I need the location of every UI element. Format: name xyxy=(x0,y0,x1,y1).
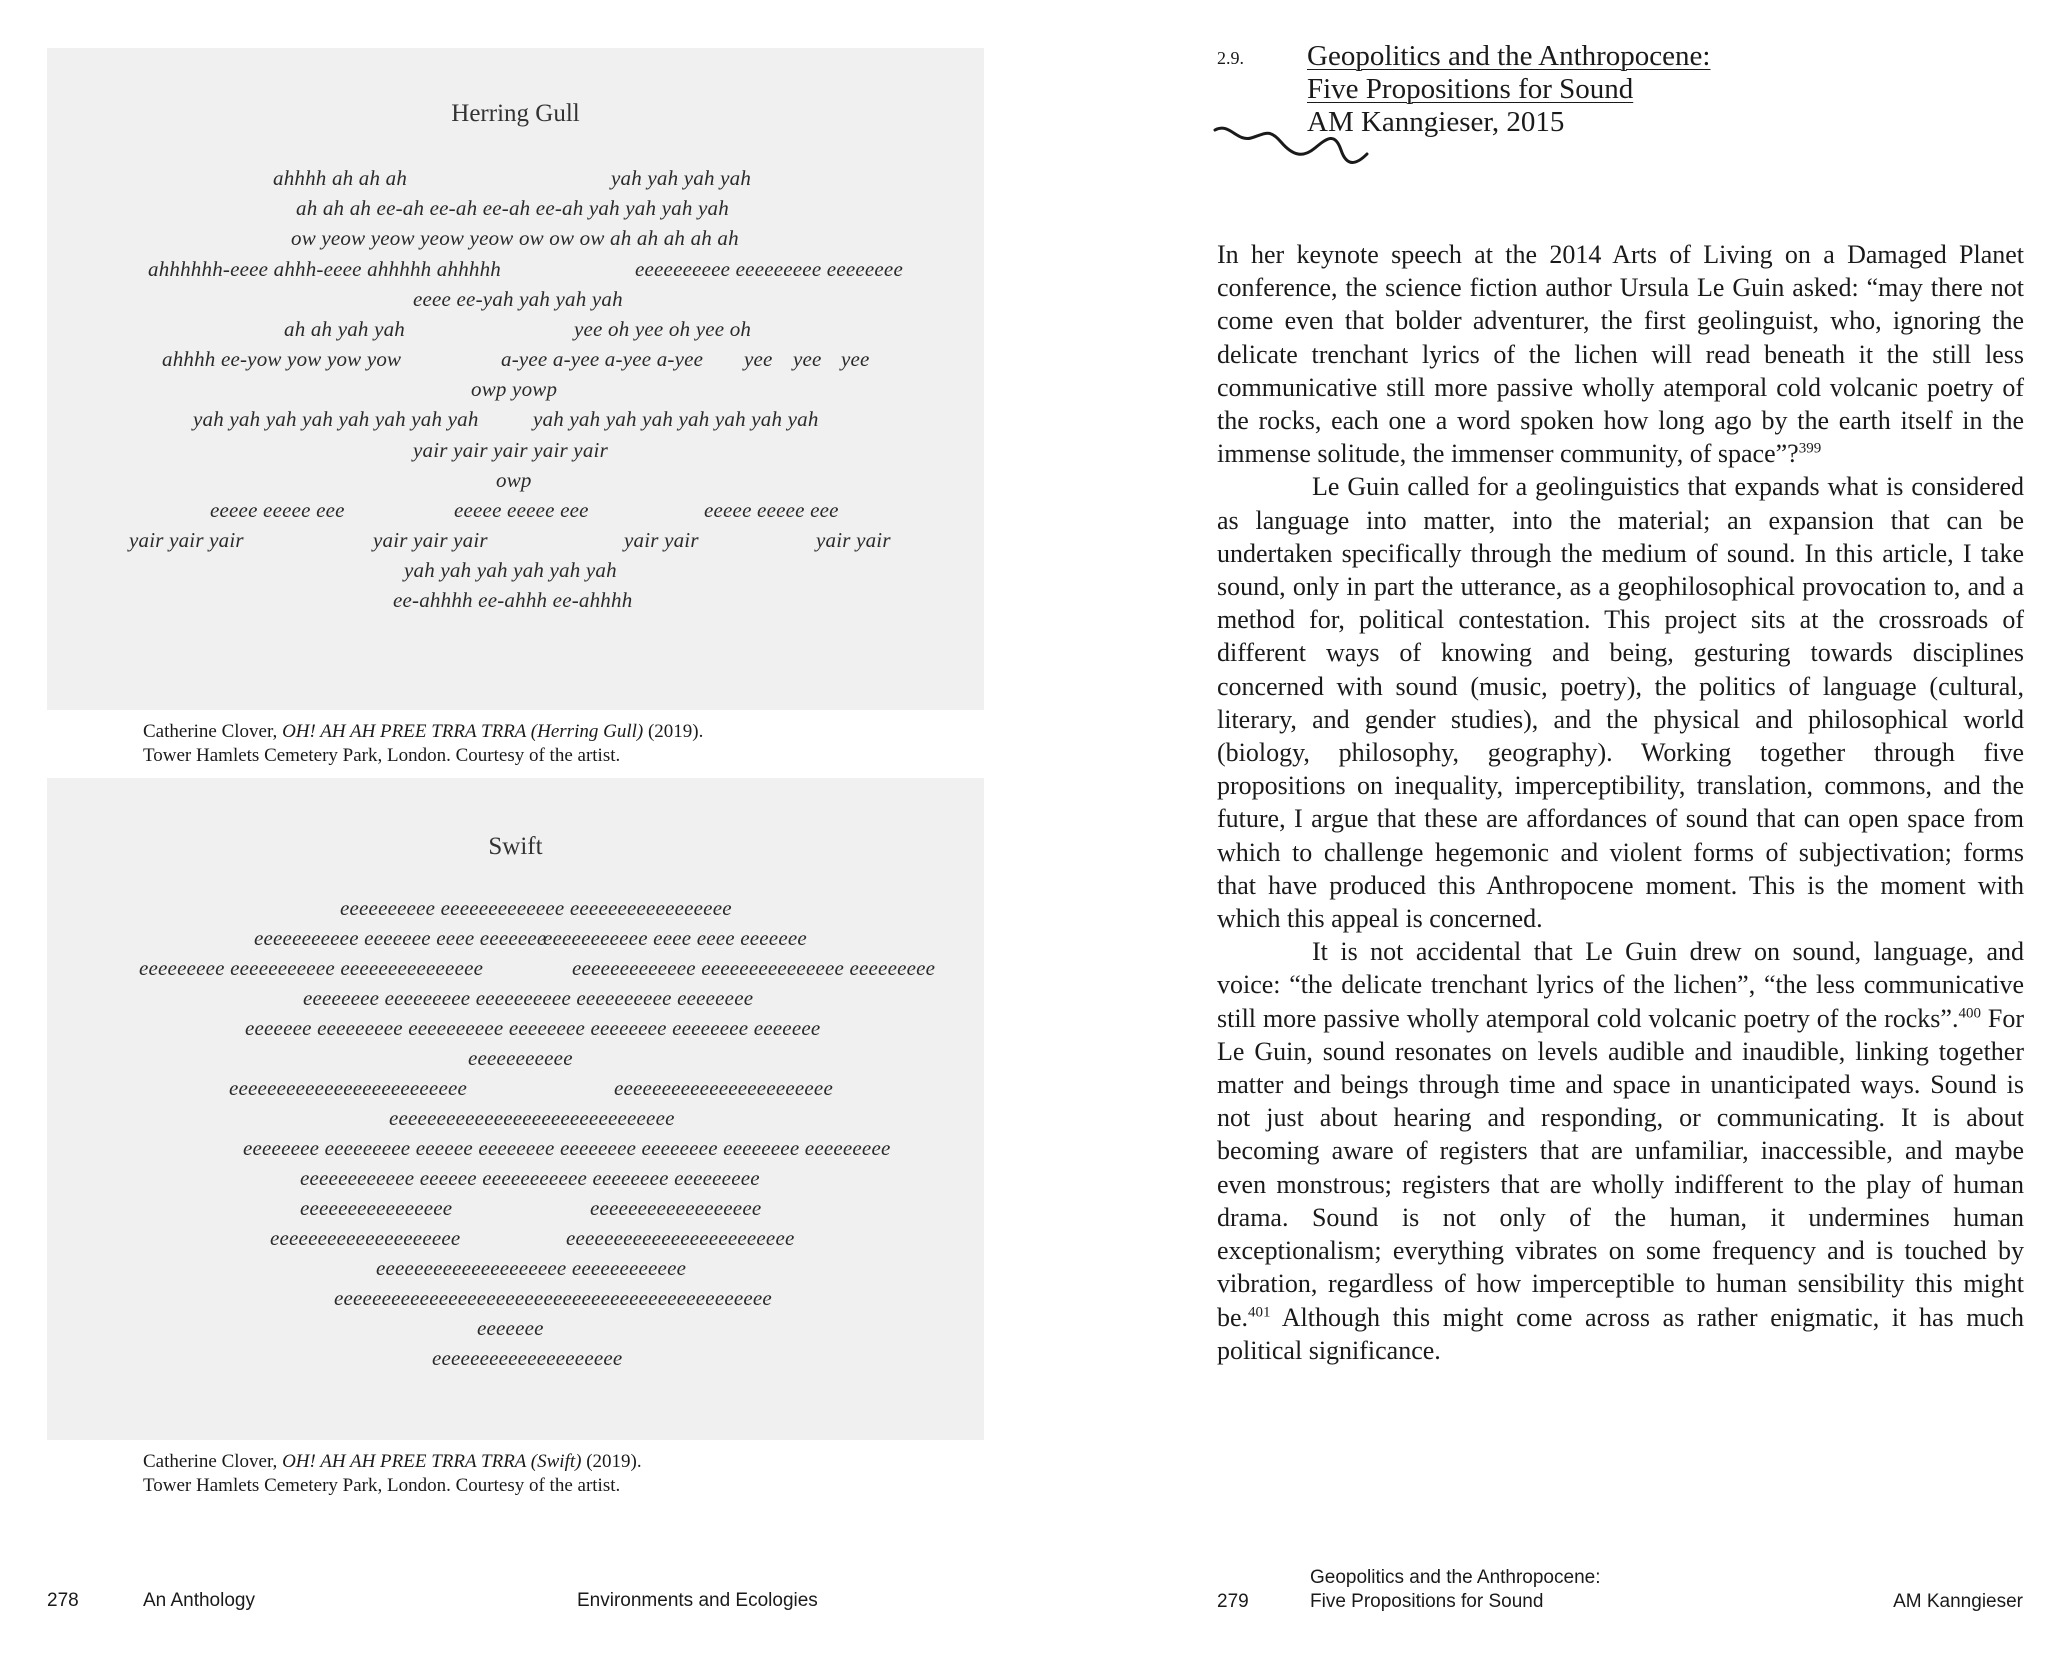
poem-line: eeeeeeeeeeeeeeeeeeee xyxy=(270,1226,461,1250)
poem-line: eeeeeee eeeeeeeee eeeeeeeeee eeeeeeee eeeeeeee eeeeeeee eeeeeee xyxy=(245,1016,821,1040)
poem-line: eeeeeeeeee eeeeeeeee eeeeeeee xyxy=(635,257,903,281)
poem-line: yee oh yee oh yee oh xyxy=(574,317,752,341)
poem-line: yair yair yair xyxy=(373,528,488,552)
figure-caption xyxy=(143,1450,963,1498)
poem-line: eeeeeeeeeeeee eeeeeeeeeeeeeee eeeeeeeee xyxy=(572,956,936,980)
poem-line: eeeeeeee eeeeeeeee eeeeeeeeee eeeeeeeeee eeeeeeee xyxy=(303,986,754,1010)
poem-line: eeeee eeeee eee xyxy=(454,498,589,522)
poem-line: ahhhh ee-yow yow yow yow xyxy=(162,347,402,371)
poem-line: yee xyxy=(744,347,773,371)
running-book-title: An Anthology xyxy=(143,1590,255,1611)
article-title-line2: Five Propositions for Sound xyxy=(1307,73,1634,105)
poem-line: eeeeeeeeeeeeeeeeeeeeeeeee xyxy=(229,1076,468,1100)
poem-line: eeeee eeeee eee xyxy=(210,498,345,522)
caption-location: Tower Hamlets Cemetery Park, London. Courtesy of the artist. xyxy=(143,1475,621,1496)
poem-line: eeeeeeeeeee xyxy=(468,1046,573,1070)
running-title-line2: Five Propositions for Sound xyxy=(1310,1591,1544,1612)
figure-swift xyxy=(47,778,984,1440)
poem-line: eeeeeeeeeeeeeeeeeeee eeeeeeeeeeee xyxy=(376,1256,687,1280)
poem-line: yair yair xyxy=(816,528,891,552)
poem-line: yah yah yah yah yah yah yah yah xyxy=(193,407,479,431)
poem-line: ahhhhhh-eeee ahhh-eeee ahhhhh ahhhhh xyxy=(148,257,502,281)
caption-work-title: OH! AH AH PREE TRRA TRRA (Swift) xyxy=(282,1451,582,1472)
caption-work-title: OH! AH AH PREE TRRA TRRA (Herring Gull) xyxy=(282,721,644,742)
poem-line: eeeeeeeeeeeeeeeeeeeeeeeeeeeeeeeeeeeeeeeeeeeeee xyxy=(334,1286,772,1310)
running-section-title: Environments and Ecologies xyxy=(577,1590,818,1611)
caption-author: Catherine Clover, xyxy=(143,1451,283,1472)
poem-line: yah yah yah yah yah yah xyxy=(404,558,617,582)
paragraph: It is not accidental that Le Guin drew on sound, language, and voice: “the delicate trenchant lyrics of the lichen”, “the less communicative still more passive wholly atemporal cold volcanic poetry of the rocks”.$^{400}$ For Le Guin, sound resonates on levels audible and inaudible, linking together matter and beings through time and space in unanticipated ways. Sound is not just about hearing and responding, or communicating. It is about becoming aware of registers that are unfamiliar, inaccessible, and maybe even monstrous; registers that are wholly indifferent to the play of human drama. Sound is not only of the human, it undermines human exceptionalism; everything vibrates on some frequency and is touched by vibration, regardless of how imperceptible to human sensibility this might be.$^{401}$ Although this might come across as rather enigmatic, it has much political significance. xyxy=(1217,937,2024,1365)
poem-line: ah ah ah ee-ah ee-ah ee-ah ee-ah yah yah yah yah xyxy=(296,196,729,220)
poem-line: eeeeeeeeeee eeee eeee eeeeeee xyxy=(543,926,807,950)
figure-caption xyxy=(143,720,963,768)
caption-author: Catherine Clover, xyxy=(143,721,283,742)
poem-title: Herring Gull xyxy=(451,100,580,127)
article-body xyxy=(1217,238,2024,1367)
page-number: 278 xyxy=(47,1590,79,1611)
caption-location: Tower Hamlets Cemetery Park, London. Courtesy of the artist. xyxy=(143,745,621,766)
poem-line: eeeeeeeeeeeeeeeeeeeeeeeeeeeeee xyxy=(389,1106,675,1130)
footnote-ref: 400 xyxy=(1958,1005,1981,1022)
article-author-year: AM Kanngieser, 2015 xyxy=(1307,106,1565,138)
article-title-line1: Geopolitics and the Anthropocene: xyxy=(1307,40,1711,72)
poem-line: yee xyxy=(841,347,870,371)
poem-line: eeeeeeeeeee eeeeeee eeee eeeeeee xyxy=(254,926,547,950)
poem-line: owp xyxy=(496,468,532,492)
paragraph: In her keynote speech at the 2014 Arts of Living on a Damaged Planet conference, the science fiction author Ursula Le Guin asked: “may there not come even that bolder adventurer, the first geolinguist, who, ignoring the delicate trenchant lyrics of the lichen will read beneath it the still less communicative still more passive wholly atemporal cold volcanic poetry of the rocks, each one a word spoken how long ago by the earth itself in the immense solitude, the immenser community, of space”?$^{399}$ xyxy=(1217,240,2024,469)
poem-line: eeeeeee xyxy=(477,1316,544,1340)
poem-line: yee xyxy=(793,347,822,371)
poem-line: ow yeow yeow yeow yeow ow ow ow ah ah ah ah ah xyxy=(291,226,739,250)
poem-line: yair yair yair xyxy=(129,528,244,552)
caption-year: (2019). xyxy=(581,1451,642,1472)
poem-line: yah yah yah yah xyxy=(611,166,752,190)
poem-line: yah yah yah yah yah yah yah yah xyxy=(533,407,819,431)
poem-line: eeee ee-yah yah yah yah xyxy=(413,287,623,311)
poem-title: Swift xyxy=(488,833,543,860)
poem-line: eeeeeeee eeeeeeeee eeeeee eeeeeeee eeeeeeee eeeeeeee eeeeeeee eeeeeeeee xyxy=(243,1136,891,1160)
running-title-line1: Geopolitics and the Anthropocene: xyxy=(1310,1567,1601,1588)
section-number: 2.9. xyxy=(1217,48,1244,68)
right-page xyxy=(1024,0,2047,1653)
poem-line: yair yair xyxy=(624,528,699,552)
page-number: 279 xyxy=(1217,1591,1249,1612)
poem-line: owp yowp xyxy=(471,377,558,401)
running-article-title xyxy=(1310,1566,1600,1614)
poem-line: eeeeeeeeeeeeeeeeeeeeeeee xyxy=(566,1226,795,1250)
running-author: AM Kanngieser xyxy=(1893,1591,2023,1612)
paragraph: Le Guin called for a geolinguistics that expands what is considered as language into matter, into the material; an expansion that can be undertaken specifically through the medium of sound. In this article, I take sound, only in part the utterance, as a geophilosophical provocation to, and a method for, political contestation. This project sits at the crossroads of different ways of knowing and being, gesturing towards disciplines concerned with sound (music, poetry), the politics of language (cultural, literary, and gender studies), and the physical and philosophical world (biology, philosophy, geography). Working together through five propositions on inequality, imperceptibility, translation, commons, and the future, I argue that these are affordances of sound that can open space from which to challenge hegemonic and violent forms of subjectivation; forms that have produced this Anthropocene moment. This is the moment with which this appeal is concerned. xyxy=(1217,472,2024,934)
poem-line: eeeeeeeeeeeeeeeeee xyxy=(590,1196,762,1220)
poem-line: eeeeeeeee eeeeeeeeeee eeeeeeeeeeeeeee xyxy=(139,956,484,980)
poem-line: eeeeeeeeeeeeeeeeeeeeeee xyxy=(614,1076,833,1100)
poem-line: a-yee a-yee a-yee a-yee xyxy=(501,347,704,371)
poem-line: yair yair yair yair yair xyxy=(413,438,608,462)
squiggle-decoration xyxy=(1211,120,1371,170)
caption-year: (2019). xyxy=(643,721,704,742)
footnote-ref: 399 xyxy=(1798,440,1822,457)
poem-line: eeeeeeeeeeee eeeeee eeeeeeeeeee eeeeeeee eeeeeeeee xyxy=(300,1166,760,1190)
poem-line: eeeeeeeeeeeeeeee xyxy=(300,1196,453,1220)
poem-line: eeeeeeeeee eeeeeeeeeeeee eeeeeeeeeeeeeeeee xyxy=(340,896,732,920)
poem-line: eeeeeeeeeeeeeeeeeeee xyxy=(432,1346,623,1370)
poem-line: eeeee eeeee eee xyxy=(704,498,839,522)
poem-line: ah ah yah yah xyxy=(284,317,405,341)
poem-line: ee-ahhhh ee-ahhh ee-ahhhh xyxy=(393,588,633,612)
figure-herring-gull xyxy=(47,48,984,710)
poem-line: ahhhh ah ah ah xyxy=(273,166,408,190)
footnote-ref: 401 xyxy=(1248,1303,1271,1320)
